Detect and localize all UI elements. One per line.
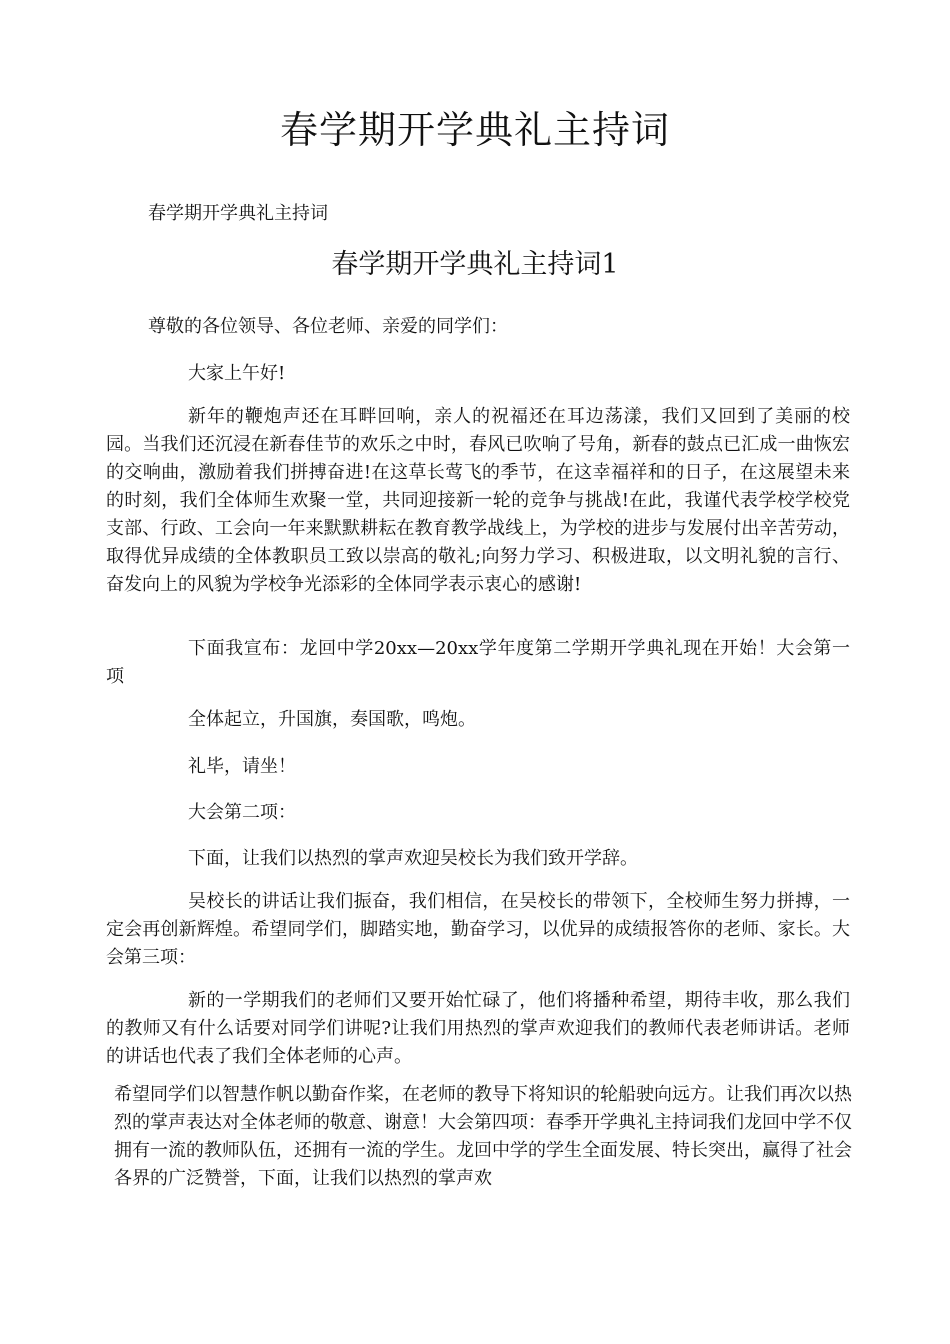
- paragraph-be-seated: 礼毕，请坐！: [188, 756, 296, 777]
- paragraph-flag-raising: 全体起立，升国旗，奏国歌，鸣炮。: [188, 709, 476, 730]
- paragraph-good-morning: 大家上午好!: [188, 363, 286, 384]
- paragraph-second-item: 大会第二项：: [188, 802, 296, 823]
- paragraph-teacher-speech: 新的一学期我们的老师们又要开始忙碌了，他们将播种希望，期待丰收，那么我们的教师又有什么话要对同学们讲呢?让我们用热烈的掌声欢迎我们的教师代表老师讲话。老师的讲话也代表了我们全体老师的心声。: [106, 990, 850, 1067]
- document-subtitle: 春学期开学典礼主持词: [148, 203, 328, 224]
- greeting-line: 尊敬的各位领导、各位老师、亲爱的同学们：: [148, 316, 508, 337]
- paragraph-new-year: 新年的鞭炮声还在耳畔回响，亲人的祝福还在耳边荡漾，我们又回到了美丽的校园。当我们还沉浸在新春佳节的欢乐之中时，春风已吹响了号角，新春的鼓点已汇成一曲恢宏的交响曲，激励着我们拼搏奋进!在这草长莺飞的季节，在这幸福祥和的日子，在这展望未来的时刻，我们全体师生欢聚一堂，共同迎接新一轮的竞争与挑战!在此，我谨代表学校学校党支部、行政、工会向一年来默默耕耘在教育教学战线上，为学校的进步与发展付出辛苦劳动，取得优异成绩的全体教职员工致以崇高的敬礼;向努力学习、积极进取，以文明礼貌的言行、奋发向上的风貌为学校争光添彩的全体同学表示衷心的感谢!: [106, 406, 850, 595]
- paragraph-fourth-item: 希望同学们以智慧作帆以勤奋作桨，在老师的教导下将知识的轮船驶向远方。让我们再次以热烈的掌声表达对全体老师的敬意、谢意！大会第四项：春季开学典礼主持词我们龙回中学不仅拥有一流的教师队伍，还拥有一流的学生。龙回中学的学生全面发展、特长突出，赢得了社会各界的广泛赞誉，下面，让我们以热烈的掌声欢: [114, 1084, 852, 1189]
- paragraph-announcement: 下面我宣布：龙回中学20xx—20xx学年度第二学期开学典礼现在开始！大会第一项: [106, 638, 850, 687]
- paragraph-principal-speech: 吴校长的讲话让我们振奋，我们相信，在吴校长的带领下，全校师生努力拼搏，一定会再创新辉煌。希望同学们，脚踏实地，勤奋学习，以优异的成绩报答你的老师、家长。大会第三项：: [106, 891, 850, 968]
- document-title: 春学期开学典礼主持词: [279, 108, 670, 152]
- section-heading: 春学期开学典礼主持词1: [331, 249, 619, 280]
- paragraph-principal-welcome: 下面，让我们以热烈的掌声欢迎吴校长为我们致开学辞。: [188, 848, 638, 869]
